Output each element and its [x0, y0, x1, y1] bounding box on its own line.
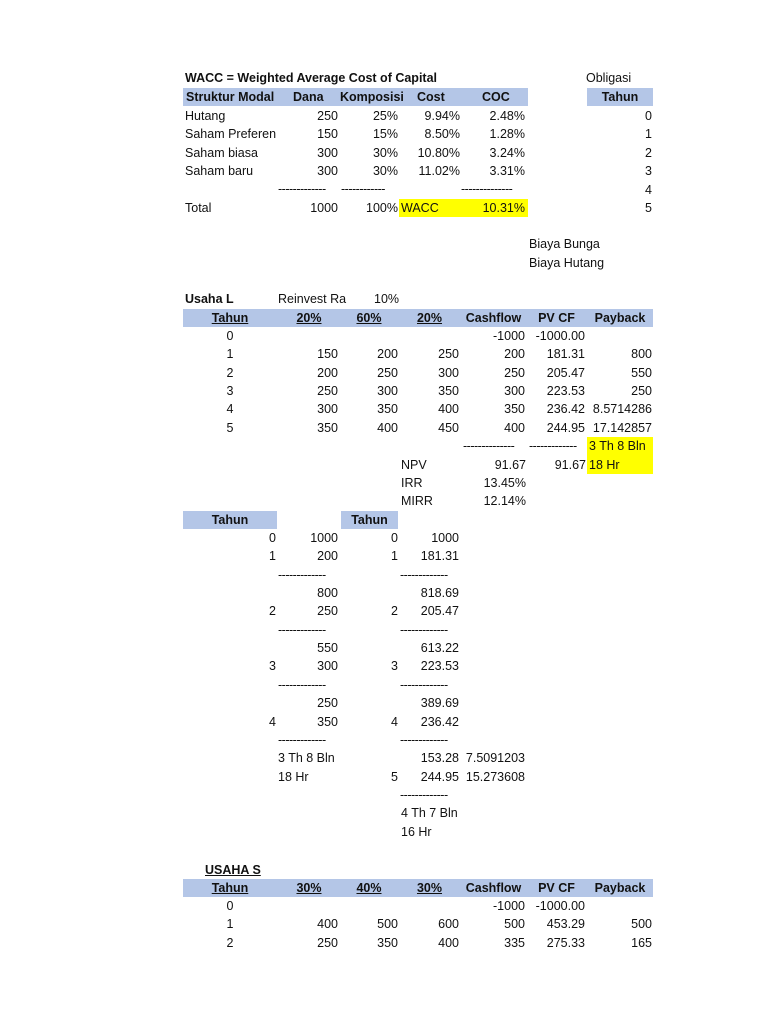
calc-header-left: Tahun: [211, 513, 249, 527]
usaha-s-cell: 250: [317, 935, 338, 950]
npv-value-pv: 91.67: [554, 458, 586, 472]
usaha-l-cell: 8.5714286: [592, 402, 652, 417]
wacc-dashes-dana: -------------: [278, 182, 326, 196]
wacc-dashes-komposisi: ------------: [341, 182, 385, 196]
calc-right-value: 236.42: [420, 714, 459, 729]
usaha-l-cell: 200: [317, 365, 338, 380]
calc-left-result-days: 18 Hr: [278, 769, 309, 784]
usaha-s-header-4: Cashflow: [465, 881, 522, 895]
wacc-row-komposisi: 15%: [372, 127, 398, 142]
npv-label: NPV: [401, 458, 427, 472]
wacc-header-cost: Cost: [417, 90, 445, 104]
npv-value: 91.67: [494, 458, 526, 472]
wacc-row-name: Saham Preferen: [185, 127, 277, 142]
wacc-total-komposisi: 100%: [366, 201, 398, 215]
calc-right-remaining: 153.28: [420, 751, 459, 766]
usaha-l-cell: 300: [504, 383, 525, 398]
usaha-l-cell: 205.47: [546, 365, 585, 380]
usaha-l-cell: 450: [438, 420, 459, 435]
usaha-l-cell: 250: [377, 365, 398, 380]
obligasi-year: 5: [645, 201, 652, 215]
wacc-row-cost: 11.02%: [418, 163, 460, 178]
usaha-s-cell: [280, 897, 338, 915]
wacc-row-coc: 1.28%: [489, 127, 525, 142]
calc-left-dash: -------------: [278, 732, 326, 747]
reinvest-value: 10%: [374, 292, 400, 306]
usaha-l-cell: 400: [438, 402, 459, 417]
calc-left-result-years: 3 Th 8 Bln: [278, 751, 335, 766]
reinvest-label: Reinvest Ra: [278, 292, 347, 306]
usaha-s-cell: 400: [317, 917, 338, 932]
calc-left-year: 3: [269, 659, 276, 674]
wacc-row-name: Saham biasa: [185, 145, 258, 160]
usaha-l-cell: 400: [504, 420, 525, 435]
usaha-l-cell: 350: [438, 383, 459, 398]
wacc-header-coc: COC: [482, 90, 510, 104]
irr-value: 13.45%: [483, 476, 526, 490]
payback-years: 3 Th 8 Bln: [589, 439, 646, 453]
usaha-l-cell: 350: [504, 402, 525, 417]
calc-left-remaining: 550: [317, 641, 338, 656]
wacc-row-name: Hutang: [185, 109, 226, 123]
usaha-l-header-6: Payback: [594, 311, 646, 325]
calc-right-year: 5: [391, 769, 398, 784]
calc-right-value: 181.31: [420, 549, 459, 564]
obligasi-year: 3: [645, 164, 652, 179]
obligasi-header: Tahun: [601, 90, 639, 104]
usaha-l-cell: 300: [438, 365, 459, 380]
usaha-l-cell: 800: [631, 347, 652, 362]
usaha-s-header-1: 30%: [296, 881, 322, 895]
usaha-l-cell: 1: [226, 347, 234, 362]
calc-left-dash: -------------: [278, 567, 326, 582]
mirr-value: 12.14%: [483, 494, 526, 508]
usaha-l-dash-pv: -------------: [529, 439, 577, 453]
usaha-s-cell: 2: [226, 935, 234, 950]
wacc-dashes-coc: --------------: [461, 182, 513, 196]
wacc-total-label: Total: [185, 201, 212, 215]
usaha-l-cell: 0: [226, 329, 234, 343]
calc-left-value: 250: [317, 604, 338, 619]
usaha-l-cell: 250: [317, 383, 338, 398]
usaha-l-cell: 5: [226, 420, 234, 435]
calc-right-value: 205.47: [420, 604, 459, 619]
usaha-l-cell: 400: [377, 420, 398, 435]
usaha-l-cell: -1000: [493, 329, 525, 343]
usaha-s-title: USAHA S: [205, 863, 261, 877]
usaha-l-title: Usaha L: [185, 292, 234, 306]
calc-right-remaining: 818.69: [420, 586, 459, 601]
calc-right-remaining: 613.22: [420, 641, 459, 656]
wacc-header-struktur: Struktur Modal: [186, 90, 275, 104]
usaha-l-cell: 181.31: [546, 347, 585, 362]
calc-header-right: Tahun: [351, 513, 388, 527]
wacc-row-coc: 3.31%: [489, 163, 525, 178]
usaha-l-cell: 150: [317, 347, 338, 362]
calc-right-value: 223.53: [420, 659, 459, 674]
calc-left-value: 1000: [310, 531, 338, 545]
obligasi-title: Obligasi: [586, 71, 632, 85]
wacc-row-komposisi: 25%: [372, 109, 398, 123]
wacc-total-dana: 1000: [310, 201, 338, 215]
obligasi-year: 2: [645, 145, 652, 160]
usaha-s-cell: 500: [377, 917, 398, 932]
usaha-s-cell: 400: [438, 935, 459, 950]
usaha-s-cell: 500: [631, 917, 652, 932]
biaya-hutang-label: Biaya Hutang: [529, 256, 605, 270]
calc-right-dash: -------------: [400, 787, 448, 802]
usaha-s-cell: 165: [631, 935, 652, 950]
calc-right-fraction: 15.273608: [465, 769, 525, 784]
wacc-value: 10.31%: [482, 201, 525, 215]
obligasi-year: 0: [645, 109, 652, 123]
wacc-row-dana: 300: [317, 145, 338, 160]
usaha-s-header-2: 40%: [356, 881, 382, 895]
usaha-l-header-5: PV CF: [538, 311, 575, 325]
usaha-s-cell: 335: [504, 935, 525, 950]
obligasi-year: 4: [645, 182, 652, 197]
calc-right-year: 1: [391, 549, 398, 564]
calc-left-remaining: 250: [317, 696, 338, 711]
usaha-s-cell: [340, 897, 398, 915]
calc-right-dash: -------------: [400, 732, 448, 747]
usaha-l-header-1: 20%: [296, 311, 322, 325]
wacc-title: WACC = Weighted Average Cost of Capital: [185, 71, 438, 85]
calc-left-year: 0: [269, 531, 276, 545]
usaha-s-cell: 275.33: [546, 935, 585, 950]
calc-left-value: 350: [317, 714, 338, 729]
calc-right-year: 2: [391, 604, 398, 619]
usaha-s-header-6: Payback: [594, 881, 646, 895]
usaha-s-header-5: PV CF: [538, 881, 575, 895]
wacc-row-cost: 9.94%: [424, 109, 460, 123]
usaha-s-cell: 500: [504, 917, 525, 932]
wacc-row-cost: 10.80%: [417, 145, 460, 160]
usaha-l-cell: 244.95: [546, 420, 585, 435]
payback-days: 18 Hr: [589, 458, 620, 472]
wacc-row-cost: 8.50%: [424, 127, 460, 142]
usaha-l-header-2: 60%: [356, 311, 382, 325]
usaha-l-cell: 350: [377, 402, 398, 417]
obligasi-year: 1: [645, 127, 652, 142]
calc-left-year: 4: [269, 714, 276, 729]
usaha-s-cell: -1000: [493, 899, 525, 913]
usaha-s-cell: 350: [377, 935, 398, 950]
usaha-s-cell: 1: [226, 917, 234, 932]
calc-right-value: 1000: [431, 531, 459, 545]
irr-label: IRR: [401, 476, 423, 490]
usaha-l-cell: [588, 327, 652, 345]
wacc-row-dana: 250: [317, 109, 338, 123]
calc-right-fraction: 7.5091203: [465, 751, 525, 766]
usaha-l-cell: 250: [631, 383, 652, 398]
wacc-row-name: Saham baru: [185, 163, 254, 178]
wacc-row-coc: 2.48%: [489, 109, 525, 123]
calc-right-result-years: 4 Th 7 Bln: [401, 806, 458, 821]
usaha-l-cell: [400, 327, 459, 345]
calc-right-value: 244.95: [420, 769, 459, 784]
calc-right-year: 3: [391, 659, 398, 674]
usaha-l-cell: 223.53: [546, 383, 585, 398]
wacc-row-dana: 300: [317, 163, 338, 178]
usaha-s-cell: 453.29: [546, 917, 585, 932]
calc-right-dash: -------------: [400, 622, 448, 637]
usaha-s-cell: [588, 897, 652, 915]
usaha-l-cell: 236.42: [546, 402, 585, 417]
usaha-l-header-0: Tahun: [211, 311, 249, 325]
usaha-l-cell: [340, 327, 398, 345]
usaha-l-header-4: Cashflow: [465, 311, 522, 325]
usaha-l-cell: 300: [317, 402, 338, 417]
calc-right-year: 0: [391, 531, 398, 545]
mirr-label: MIRR: [401, 494, 433, 508]
usaha-s-cell: 600: [438, 917, 459, 932]
calc-left-year: 1: [269, 549, 276, 564]
usaha-l-cell: 200: [377, 347, 398, 362]
usaha-l-cell: 2: [226, 365, 234, 380]
wacc-label: WACC: [401, 201, 439, 215]
usaha-l-cell: 350: [317, 420, 338, 435]
usaha-s-header-3: 30%: [416, 881, 443, 895]
usaha-l-dash-cf: --------------: [463, 439, 515, 453]
calc-left-value: 300: [317, 659, 338, 674]
calc-right-result-days: 16 Hr: [401, 824, 432, 839]
calc-right-dash: -------------: [400, 567, 448, 582]
usaha-l-cell: 17.142857: [592, 420, 652, 435]
usaha-l-cell: [280, 327, 338, 345]
wacc-row-komposisi: 30%: [372, 163, 398, 178]
wacc-row-coc: 3.24%: [489, 145, 525, 160]
usaha-l-cell: 250: [438, 347, 459, 362]
calc-left-dash: -------------: [278, 622, 326, 637]
usaha-s-cell: 0: [226, 899, 234, 913]
usaha-s-cell: -1000.00: [535, 899, 585, 913]
usaha-l-cell: 300: [377, 383, 398, 398]
usaha-l-header-3: 20%: [416, 311, 443, 325]
calc-right-year: 4: [391, 714, 398, 729]
usaha-s-header-0: Tahun: [211, 881, 249, 895]
wacc-header-komposisi: Komposisi: [340, 90, 404, 104]
usaha-l-cell: 200: [504, 347, 525, 362]
usaha-l-cell: 4: [226, 402, 234, 417]
usaha-l-cell: 250: [504, 365, 525, 380]
biaya-bunga-label: Biaya Bunga: [529, 237, 600, 251]
usaha-l-cell: -1000.00: [535, 329, 585, 343]
calc-right-dash: -------------: [400, 677, 448, 692]
usaha-l-cell: 3: [226, 383, 234, 398]
wacc-header-dana: Dana: [293, 90, 324, 104]
wacc-row-dana: 150: [317, 127, 338, 142]
wacc-row-komposisi: 30%: [372, 145, 398, 160]
calc-left-year: 2: [269, 604, 276, 619]
calc-left-remaining: 800: [317, 586, 338, 601]
usaha-s-cell: [400, 897, 459, 915]
usaha-l-cell: 550: [631, 365, 652, 380]
calc-right-remaining: 389.69: [420, 696, 459, 711]
calc-left-value: 200: [317, 549, 338, 564]
calc-left-dash: -------------: [278, 677, 326, 692]
